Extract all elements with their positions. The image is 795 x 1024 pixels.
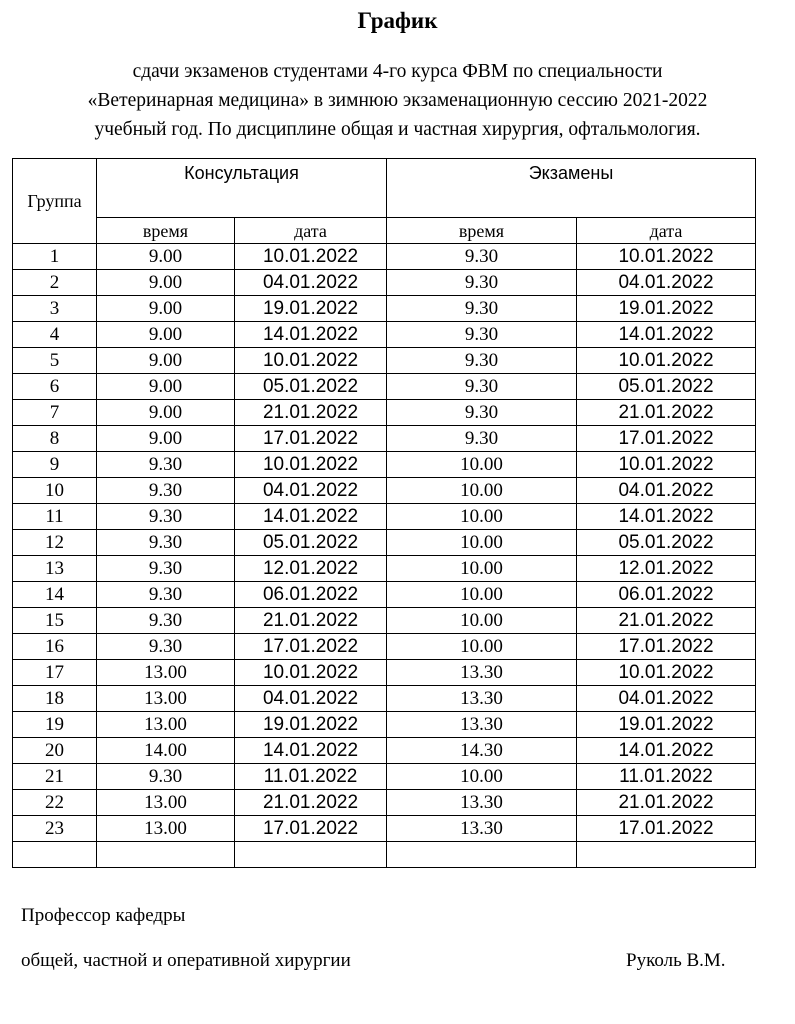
exam-time-cell: 13.30 (387, 660, 577, 686)
exam-time-cell: 13.30 (387, 686, 577, 712)
exam-date-cell: 17.01.2022 (577, 816, 756, 842)
table-row (13, 530, 756, 556)
consultation-date-cell: 11.01.2022 (235, 764, 387, 790)
table-row (13, 634, 756, 660)
exam-date-cell: 10.01.2022 (577, 348, 756, 374)
exam-time-cell: 10.00 (387, 452, 577, 478)
exam-date-cell: 04.01.2022 (577, 270, 756, 296)
exam-time-cell: 9.30 (387, 400, 577, 426)
consultation-time-cell: 9.00 (97, 270, 235, 296)
group-number-cell: 13 (13, 556, 97, 582)
consultation-date-cell: 04.01.2022 (235, 270, 387, 296)
exam-time-cell: 9.30 (387, 426, 577, 452)
exam-time-cell: 13.30 (387, 790, 577, 816)
consultation-time-cell: 13.00 (97, 712, 235, 738)
exam-date-cell: 10.01.2022 (577, 660, 756, 686)
consultation-header: Консультация (97, 159, 387, 218)
consultation-time-cell: 9.30 (97, 556, 235, 582)
exams-header: Экзамены (387, 159, 756, 218)
consultation-time-cell: 9.30 (97, 478, 235, 504)
consultation-date-cell: 04.01.2022 (235, 686, 387, 712)
consultation-date-cell: 21.01.2022 (235, 790, 387, 816)
group-number-cell: 4 (13, 322, 97, 348)
table-row (13, 712, 756, 738)
table-row (13, 374, 756, 400)
consultation-date-cell: 19.01.2022 (235, 296, 387, 322)
group-number-cell: 19 (13, 712, 97, 738)
group-number-cell: 17 (13, 660, 97, 686)
subtitle-line-3: учебный год. По дисциплине общая и частная хирургия, офтальмология. (94, 119, 701, 140)
consultation-date-header: дата (235, 218, 387, 244)
table-row (13, 400, 756, 426)
group-number-cell: 6 (13, 374, 97, 400)
empty-cell (577, 842, 756, 868)
empty-cell (97, 842, 235, 868)
consultation-date-cell: 17.01.2022 (235, 634, 387, 660)
signatory-name: Руколь В.М. (626, 950, 726, 971)
table-row (13, 270, 756, 296)
exam-time-cell: 10.00 (387, 764, 577, 790)
exam-time-cell: 9.30 (387, 348, 577, 374)
consultation-time-cell: 9.30 (97, 504, 235, 530)
group-number-cell: 1 (13, 244, 97, 270)
consultation-time-cell: 14.00 (97, 738, 235, 764)
group-header: Группа (13, 159, 97, 244)
exam-date-cell: 19.01.2022 (577, 712, 756, 738)
exam-time-cell: 13.30 (387, 816, 577, 842)
consultation-date-cell: 05.01.2022 (235, 530, 387, 556)
exam-date-cell: 12.01.2022 (577, 556, 756, 582)
exam-time-cell: 9.30 (387, 270, 577, 296)
consultation-date-cell: 19.01.2022 (235, 712, 387, 738)
exam-time-cell: 14.30 (387, 738, 577, 764)
group-number-cell: 18 (13, 686, 97, 712)
group-number-cell: 21 (13, 764, 97, 790)
exam-date-cell: 14.01.2022 (577, 504, 756, 530)
exam-time-header: время (387, 218, 577, 244)
consultation-time-cell: 13.00 (97, 816, 235, 842)
consultation-date-cell: 14.01.2022 (235, 504, 387, 530)
signatory-position-line1: Профессор кафедры (21, 905, 186, 926)
exam-time-cell: 9.30 (387, 296, 577, 322)
consultation-time-cell: 13.00 (97, 686, 235, 712)
consultation-time-cell: 9.30 (97, 608, 235, 634)
group-number-cell: 16 (13, 634, 97, 660)
group-number-cell: 12 (13, 530, 97, 556)
exam-time-cell: 9.30 (387, 322, 577, 348)
group-number-cell: 20 (13, 738, 97, 764)
consultation-date-cell: 12.01.2022 (235, 556, 387, 582)
exam-date-cell: 11.01.2022 (577, 764, 756, 790)
consultation-time-cell: 9.00 (97, 322, 235, 348)
empty-cell (13, 842, 97, 868)
table-row (13, 686, 756, 712)
group-number-cell: 14 (13, 582, 97, 608)
table-row (13, 816, 756, 842)
table-row (13, 556, 756, 582)
exam-time-cell: 10.00 (387, 556, 577, 582)
exam-date-cell: 04.01.2022 (577, 686, 756, 712)
table-row (13, 764, 756, 790)
group-number-cell: 3 (13, 296, 97, 322)
consultation-time-cell: 9.30 (97, 452, 235, 478)
signatory-position-line2: общей, частной и оперативной хирургии (21, 950, 351, 971)
exam-date-cell: 04.01.2022 (577, 478, 756, 504)
consultation-date-cell: 21.01.2022 (235, 400, 387, 426)
empty-cell (235, 842, 387, 868)
table-row (13, 296, 756, 322)
table-subheader-row (13, 218, 756, 244)
exam-time-cell: 10.00 (387, 582, 577, 608)
exam-date-cell: 21.01.2022 (577, 400, 756, 426)
table-row (13, 738, 756, 764)
table-row (13, 478, 756, 504)
consultation-date-cell: 06.01.2022 (235, 582, 387, 608)
exam-date-cell: 06.01.2022 (577, 582, 756, 608)
exam-time-cell: 10.00 (387, 608, 577, 634)
consultation-time-cell: 9.30 (97, 582, 235, 608)
group-number-cell: 15 (13, 608, 97, 634)
consultation-date-cell: 04.01.2022 (235, 478, 387, 504)
table-row (13, 426, 756, 452)
exam-time-cell: 10.00 (387, 530, 577, 556)
consultation-date-cell: 10.01.2022 (235, 244, 387, 270)
consultation-date-cell: 14.01.2022 (235, 738, 387, 764)
table-header-row (13, 159, 756, 218)
consultation-date-cell: 05.01.2022 (235, 374, 387, 400)
consultation-date-cell: 21.01.2022 (235, 608, 387, 634)
consultation-time-cell: 9.00 (97, 374, 235, 400)
group-number-cell: 2 (13, 270, 97, 296)
exam-time-cell: 10.00 (387, 478, 577, 504)
consultation-time-cell: 9.30 (97, 634, 235, 660)
exam-date-header: дата (577, 218, 756, 244)
consultation-time-cell: 9.30 (97, 530, 235, 556)
exam-time-cell: 10.00 (387, 634, 577, 660)
consultation-time-cell: 9.00 (97, 244, 235, 270)
exam-date-cell: 19.01.2022 (577, 296, 756, 322)
exam-date-cell: 21.01.2022 (577, 608, 756, 634)
exam-date-cell: 05.01.2022 (577, 374, 756, 400)
consultation-time-cell: 13.00 (97, 660, 235, 686)
consultation-date-cell: 17.01.2022 (235, 426, 387, 452)
empty-table-row (13, 842, 756, 868)
subtitle-line-1: сдачи экзаменов студентами 4-го курса ФВМ по специальности (132, 61, 663, 82)
consultation-time-cell: 9.00 (97, 426, 235, 452)
exam-date-cell: 21.01.2022 (577, 790, 756, 816)
consultation-date-cell: 10.01.2022 (235, 452, 387, 478)
exam-time-cell: 9.30 (387, 374, 577, 400)
consultation-date-cell: 10.01.2022 (235, 660, 387, 686)
group-number-cell: 23 (13, 816, 97, 842)
group-number-cell: 5 (13, 348, 97, 374)
table-row (13, 452, 756, 478)
consultation-date-cell: 10.01.2022 (235, 348, 387, 374)
table-row (13, 660, 756, 686)
table-row (13, 322, 756, 348)
consultation-date-cell: 17.01.2022 (235, 816, 387, 842)
table-row (13, 608, 756, 634)
group-number-cell: 7 (13, 400, 97, 426)
group-number-cell: 8 (13, 426, 97, 452)
consultation-time-header: время (97, 218, 235, 244)
exam-date-cell: 10.01.2022 (577, 244, 756, 270)
consultation-date-cell: 14.01.2022 (235, 322, 387, 348)
group-number-cell: 10 (13, 478, 97, 504)
consultation-time-cell: 9.00 (97, 400, 235, 426)
exam-time-cell: 13.30 (387, 712, 577, 738)
table-row (13, 244, 756, 270)
table-row (13, 504, 756, 530)
table-row (13, 582, 756, 608)
table-row (13, 790, 756, 816)
exam-date-cell: 17.01.2022 (577, 634, 756, 660)
consultation-time-cell: 13.00 (97, 790, 235, 816)
exam-date-cell: 05.01.2022 (577, 530, 756, 556)
table-row (13, 348, 756, 374)
consultation-time-cell: 9.00 (97, 296, 235, 322)
exam-time-cell: 9.30 (387, 244, 577, 270)
consultation-time-cell: 9.30 (97, 764, 235, 790)
consultation-time-cell: 9.00 (97, 348, 235, 374)
exam-date-cell: 14.01.2022 (577, 738, 756, 764)
exam-schedule-table (12, 158, 756, 868)
exam-time-cell: 10.00 (387, 504, 577, 530)
subtitle-line-2: «Ветеринарная медицина» в зимнюю экзаменационную сессию 2021-2022 (87, 90, 708, 111)
group-number-cell: 9 (13, 452, 97, 478)
exam-date-cell: 17.01.2022 (577, 426, 756, 452)
group-number-cell: 22 (13, 790, 97, 816)
exam-date-cell: 10.01.2022 (577, 452, 756, 478)
document-title: График (357, 8, 438, 33)
group-number-cell: 11 (13, 504, 97, 530)
exam-date-cell: 14.01.2022 (577, 322, 756, 348)
empty-cell (387, 842, 577, 868)
